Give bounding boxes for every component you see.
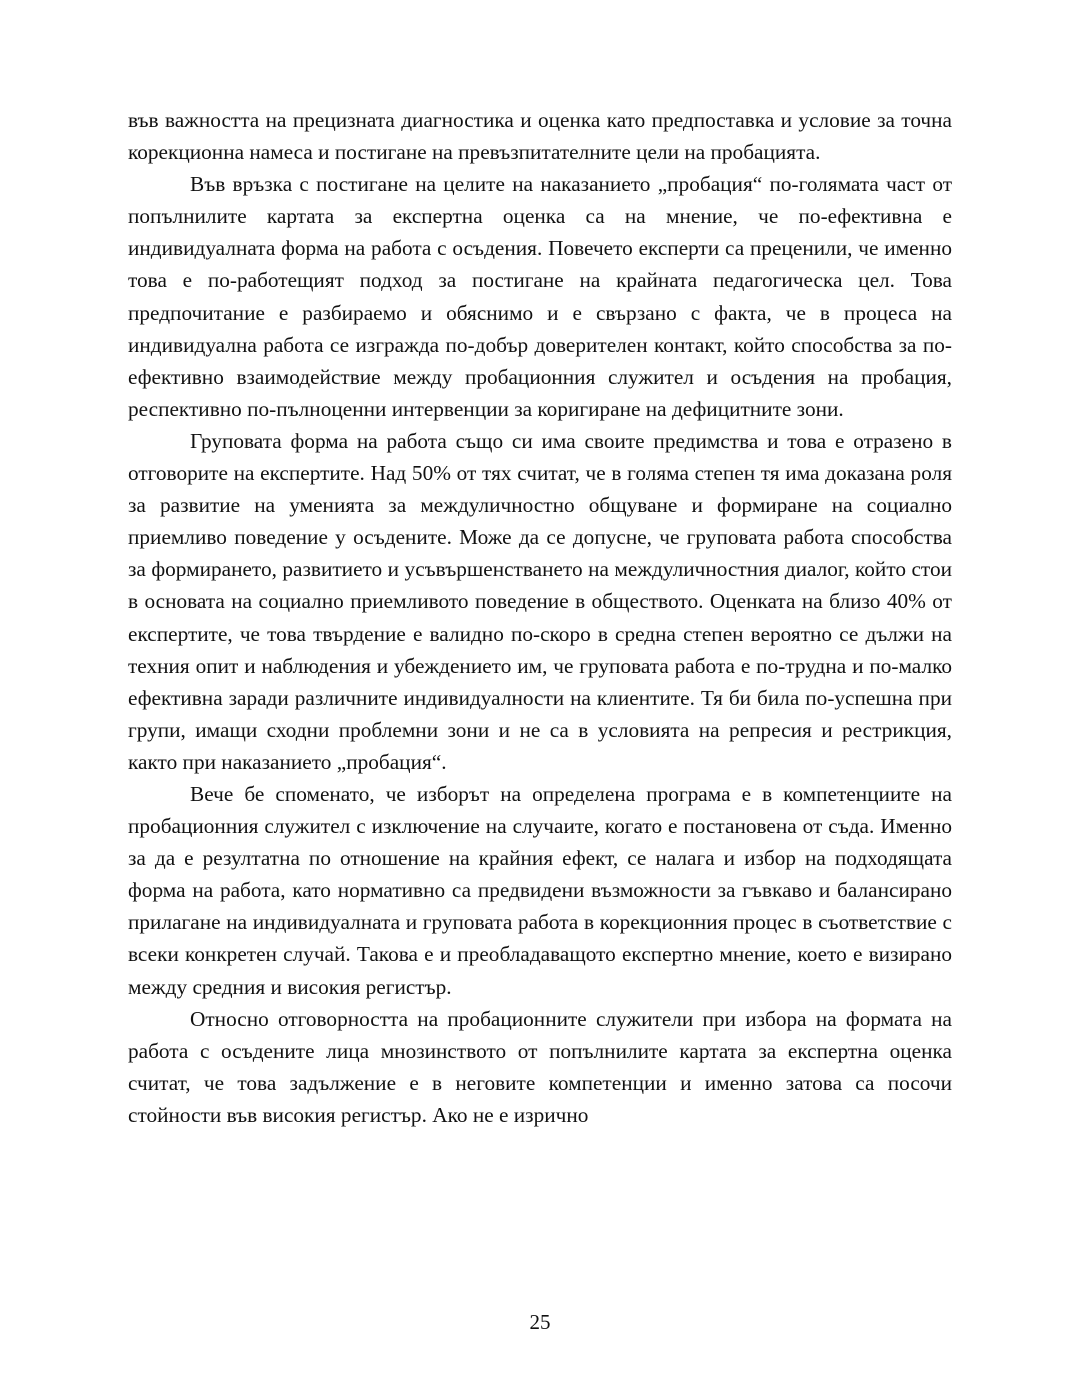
- page-number: 25: [529, 1310, 551, 1334]
- paragraph-individual-form: Във връзка с постигане на целите на наказанието „пробация“ по-голямата част от попълнилите картата за експертна оценка са на мнение, че по-ефективна е индивидуалната форма на работа с осъдения. Повечето експерти са преценили, че именно това е по-работещият подход за постигане на крайната педагогическа цел. Това предпочитание е разбираемо и обяснимо и е свързано с факта, че в процеса на индивидуална работа се изгражда по-добър доверителен контакт, който способства за по-ефективно взаимодействие между пробационния служител и осъдения на пробация, респективно по-пълноценни интервенции за коригиране на дефицитните зони.: [128, 172, 952, 421]
- paragraph-program-choice: Вече бе споменато, че изборът на определена програма е в компетенциите на пробационния служител с изключение на случаите, когато е постановена от съда. Именно за да е резултатна по отношение на крайния ефект, се налага и избор на подходящата форма на работа, като нормативно са предвидени възможности за гъвкаво и балансирано прилагане на индивидуалната и груповата работа в корекционния процес в съответствие с всеки конкретен случай. Такова е и преобладаващото експертно мнение, което е визирано между средния и високия регистър.: [128, 781, 952, 999]
- paragraph-continuation: във важността на прецизната диагностика и оценка като предпоставка и условие за точна корекционна намеса и постигане на превъзпитателните цели на пробацията.: [128, 108, 952, 165]
- paragraph-group-form: Груповата форма на работа също си има своите предимства и това е отразено в отговорите на експертите. Над 50% от тях считат, че в голяма степен тя има доказана роля за развитие на уменията за междуличностно общуване и формиране на социално приемливо поведение у осъдените. Може да се допусне, че груповата работа способства за формирането, развитието и усъвършенстването на междуличностния диалог, който стои в основата на социално приемливото поведение в обществото. Оценката на близо 40% от експертите, че това твърдение е валидно по-скоро в средна степен вероятно се дължи на техния опит и наблюдения и убеждението им, че груповата работа е по-трудна и по-малко ефективна заради различните индивидуалности на клиентите. Тя би била по-успешна при групи, имащи сходни проблемни зони и не са в условията на репресия и рестрикция, както при наказанието „пробация“.: [128, 428, 952, 774]
- document-body: [128, 104, 952, 1131]
- paragraph-responsibility: Относно отговорността на пробационните служители при избора на формата на работа с осъдените лица мнозинството от попълнилите картата за експертна оценка считат, че това задължение е в неговите компетенции и именно затова са посочи стойности във високия регистър. Ако не е изрично: [128, 1006, 952, 1127]
